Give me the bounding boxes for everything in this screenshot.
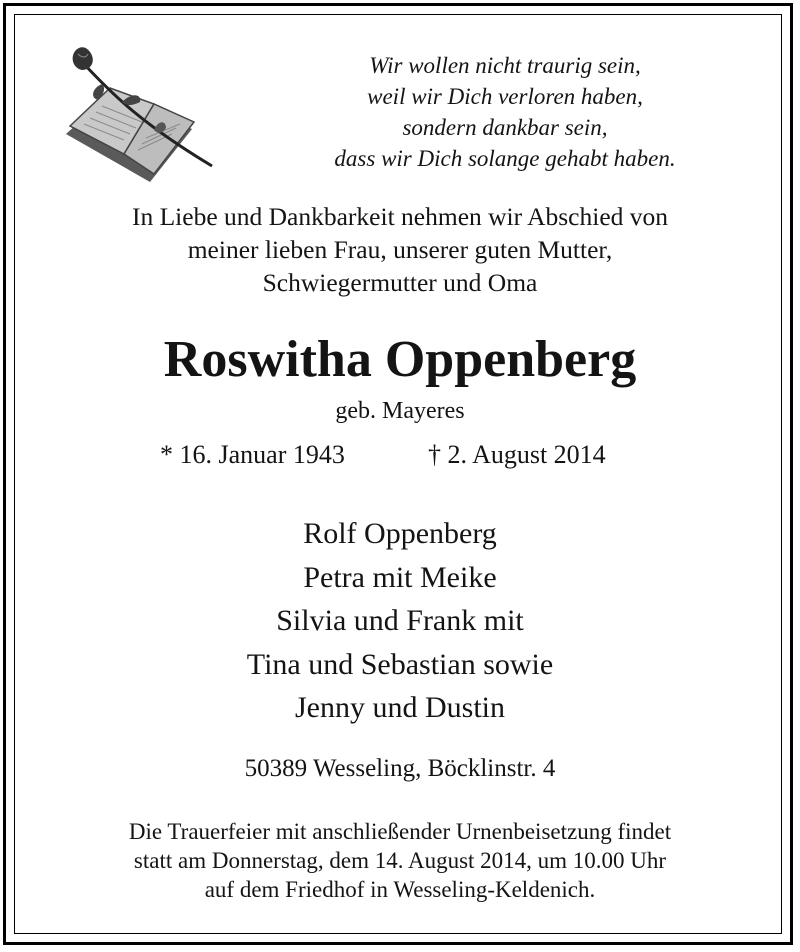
ceremony-line: auf dem Friedhof in Wesseling-Keldenich.: [204, 877, 596, 902]
ceremony-line: Die Trauerfeier mit anschließender Urnenbeisetzung findet: [128, 819, 672, 844]
mourner-line: Jenny und Dustin: [295, 691, 505, 724]
intro-line: meiner lieben Frau, unserer guten Mutter,: [187, 235, 613, 264]
birth-date: * 16. Januar 1943: [160, 440, 345, 469]
deceased-name: Roswitha Oppenberg: [163, 331, 637, 388]
intro-line: In Liebe und Dankbarkeit nehmen wir Abschied von: [131, 202, 669, 231]
mourner-line: Tina und Sebastian sowie: [246, 647, 554, 681]
book-with-rose-icon: [62, 44, 222, 189]
farewell-intro: [0, 200, 800, 299]
poem-line: sondern dankbar sein,: [402, 115, 608, 140]
mourner-line: Rolf Oppenberg: [303, 517, 497, 550]
poem-line: dass wir Dich solange gehabt haben.: [334, 146, 676, 171]
family-address: 50389 Wesseling, Böcklinstr. 4: [244, 755, 556, 782]
maiden-name: geb. Mayeres: [335, 398, 465, 424]
ceremony-line: statt am Donnerstag, dem 14. August 2014, um 10.00 Uhr: [133, 848, 667, 873]
poem-line: weil wir Dich verloren haben,: [367, 84, 643, 109]
poem-line: Wir wollen nicht traurig sein,: [369, 53, 641, 78]
mourner-line: Silvia und Frank mit: [276, 604, 524, 637]
memorial-poem: [250, 50, 760, 174]
ceremony-info: [0, 817, 800, 904]
intro-line: Schwiegermutter und Oma: [262, 268, 538, 297]
mourner-line: Petra mit Meike: [303, 560, 497, 594]
mourners-list: [0, 512, 800, 730]
death-date: † 2. August 2014: [428, 440, 606, 469]
